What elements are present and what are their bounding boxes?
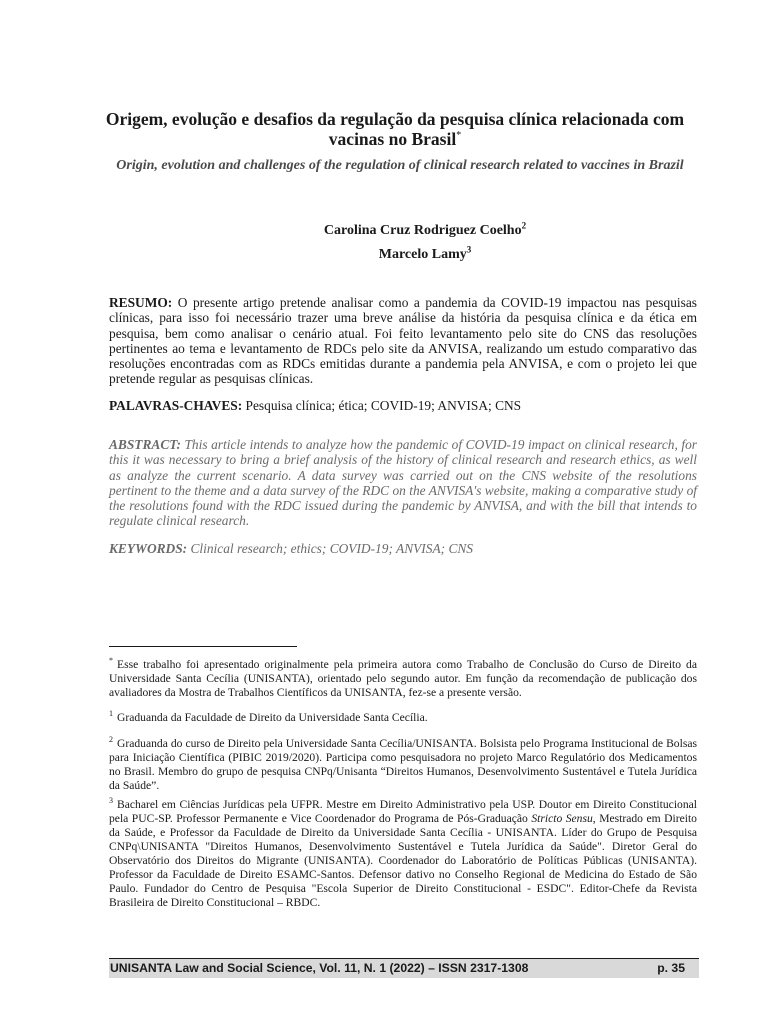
footnote-2 [109,737,697,793]
palavras-chaves-text: Pesquisa clínica; ética; COVID-19; ANVISA; CNS [242,398,522,413]
author-2-name: Marcelo Lamy [378,247,467,262]
paper-title-english: Origin, evolution and challenges of the regulation of clinical research related to vaccines in Brazil [116,158,684,173]
footnote-3-text-italic: Stricto Sensu [531,812,593,825]
keywords-paragraph [109,541,697,556]
footnote-star-text: Esse trabalho foi apresentado originalmente pela primeira autora como Trabalho de Conclusão do Curso de Direito da Universidade Santa Cecília (UNISANTA), orientado pelo segundo autor. Em função da recomendação de publicação dos avaliadores da Mostra de Trabalhos Científicos da UNISANTA, fez-se a presente versão. [109,658,697,699]
title-footnote-mark[interactable]: * [456,130,462,142]
footnote-star [109,658,697,700]
keywords-label: KEYWORDS: [109,541,188,556]
footer-page-number: p. 35 [657,961,685,975]
footnote-divider [109,646,297,647]
footnote-3-mark: 3 [109,796,113,806]
resumo-text: O presente artigo pretende analisar como a pandemia da COVID-19 impactou nas pesquisas clínicas, para isso foi necessário trazer uma breve análise da história da pesquisa clínica e da ética em pesquisa, bem como analisar o cenário atual. Foi feito levantamento pelo site do CNS das resoluções pertinentes ao tema e levantamento de RDCs pelo site da ANVISA, realizando um estudo comparativo das resoluções encontradas com as RDCs emitidas durante a pandemia pela ANVISA, e com o projeto lei que pretende regular as pesquisas clínicas. [109,295,697,387]
keywords-text: Clinical research; ethics; COVID-19; ANVISA; CNS [187,541,474,556]
paper-title-text: Origem, evolução e desafios da regulação da pesquisa clínica relacionada com vacinas no Brasil [105,109,685,149]
footnote-1 [109,711,697,725]
footnote-star-mark: * [109,656,113,666]
footnote-2-text: Graduanda do curso de Direito pela Universidade Santa Cecília/UNISANTA. Bolsista pelo Programa Institucional de Bolsas para Iniciação Científica (PIBIC 2019/2020). Participa como pesquisadora no projeto Marco Regulatório dos Medicamentos no Brasil. Membro do grupo de pesquisa CNPq/Unisanta “Direitos Humanos, Desenvolvimento Sustentável e Tutela Jurídica da Saúde”. [109,737,697,792]
abstract-label: ABSTRACT: [109,437,181,452]
paper-title [100,109,690,149]
footnote-3 [109,798,697,910]
footnote-3-text-b: , Mestrado em Direito da Saúde, e Professor da Faculdade de Direito da Universidade Santa Cecília - UNISANTA. Líder do Grupo de Pesquisa CNPq\UNISANTA "Direitos Humanos, Desenvolvimento Sustentável e Tutela Jurídica da Saúde". Diretor Geral do Observatório dos Direitos do Migrante (UNISANTA). Coordenador do Laboratório de Políticas Públicas (UNISANTA). Professor da Faculdade de Direito ESAMC-Santos. Defensor dativo no Conselho Regional de Medicina do Estado de São Paulo. Fundador do Centro de Pesquisa "Escola Superior de Direito Constitucional - ESDC". Editor-Chefe da Revista Brasileira de Direito Constitucional – RBDC. [109,812,697,909]
abstract-text: This article intends to analyze how the pandemic of COVID-19 impact on clinical research, for this it was necessary to bring a brief analysis of the history of clinical research and research ethics, as well as analyze the current scenario. A data survey was carried out on the CNS website of the resolutions pertinent to the theme and a data survey of the RDC on the ANVISA's website, making a comparative study of the resolutions found with the RDC issued during the pandemic by ANVISA, and with the bill that intends to regulate clinical research. [109,437,697,529]
footnote-2-mark: 2 [109,735,113,745]
author-1 [0,222,768,240]
author-2 [0,246,768,264]
page-footer [109,958,699,978]
author-2-footnote-mark[interactable]: 3 [466,244,472,255]
author-1-footnote-mark[interactable]: 2 [521,220,527,231]
palavras-chaves-label: PALAVRAS-CHAVES: [109,398,243,413]
footnote-1-mark: 1 [109,709,113,719]
resumo-paragraph [109,295,697,387]
resumo-label: RESUMO: [109,295,173,310]
author-1-name: Carolina Cruz Rodriguez Coelho [323,223,522,238]
abstract-paragraph [109,437,697,529]
footnote-1-text: Graduanda da Faculdade de Direito da Universidade Santa Cecília. [117,711,428,724]
palavras-chaves-paragraph [109,398,697,413]
footer-journal: UNISANTA Law and Social Science, Vol. 11, N. 1 (2022) – ISSN 2317-1308 [110,961,529,975]
footnote-3-text-a: Bacharel em Ciências Jurídicas pela UFPR. Mestre em Direito Administrativo pela USP. Doutor em Direito Constitucional pela PUC-SP. Professor Permanente e Vice Coordenador do Programa de Pós-Graduação [109,798,697,825]
